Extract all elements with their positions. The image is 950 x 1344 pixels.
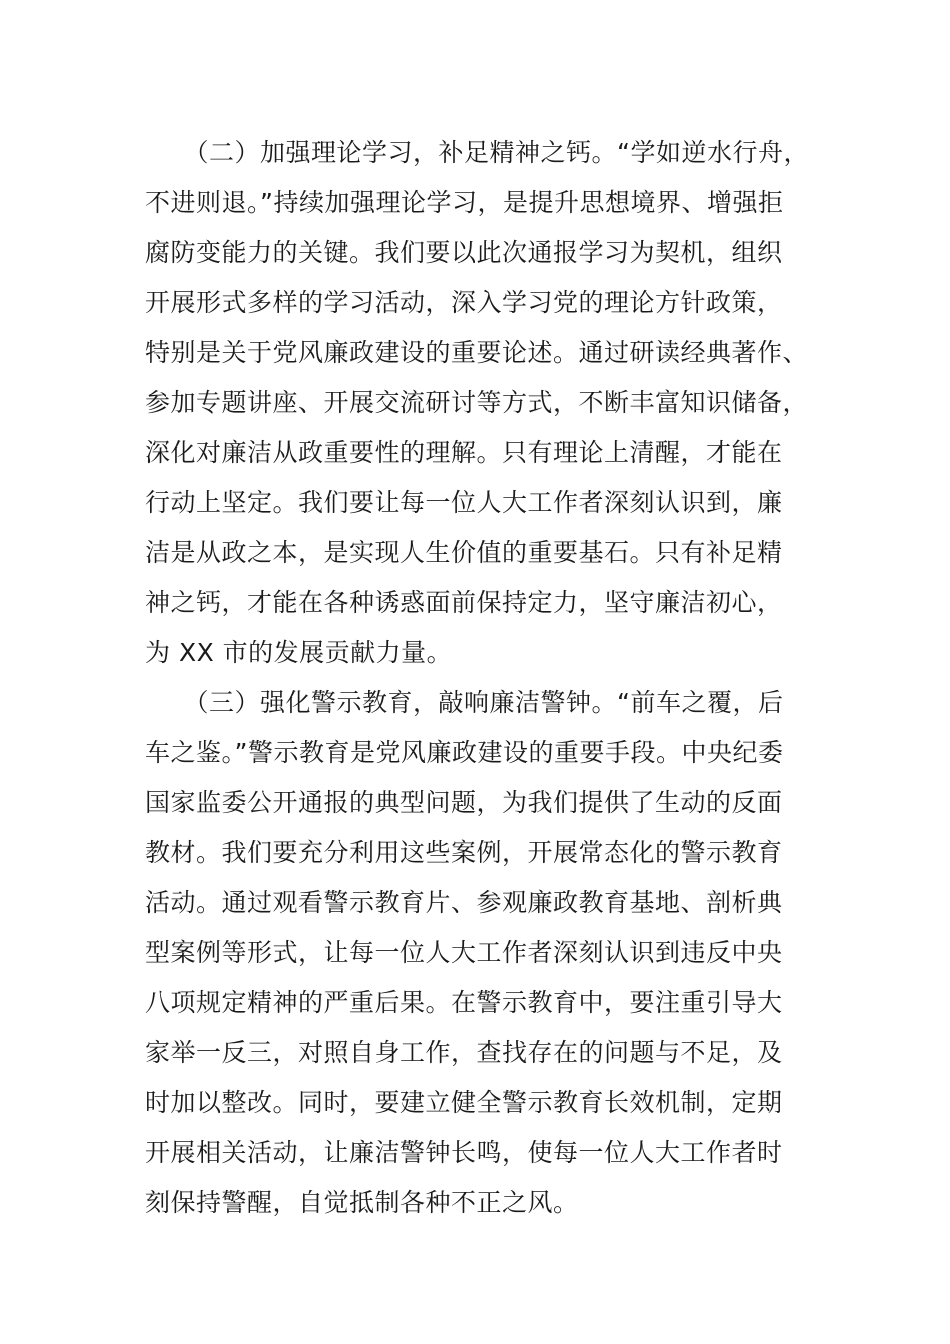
text-line: 腐防变能力的关键。我们要以此次通报学习为契机，组织	[145, 238, 783, 267]
text-line: 特别是关于党风廉政建设的重要论述。通过研读经典著作、	[145, 338, 809, 367]
text-line: 八项规定精神的严重后果。在警示教育中，要注重引导大	[145, 988, 783, 1017]
text-line: 参加专题讲座、开展交流研讨等方式，不断丰富知识储备，	[145, 388, 809, 417]
text-line: 不进则退。”持续加强理论学习，是提升思想境界、增强拒	[145, 188, 784, 217]
text-line: 车之鉴。”警示教育是党风廉政建设的重要手段。中央纪委	[145, 738, 784, 767]
text-line: 开展形式多样的学习活动，深入学习党的理论方针政策，	[145, 288, 783, 317]
text-line: （三）强化警示教育，敲响廉洁警钟。“前车之覆，后	[145, 688, 784, 717]
paragraph-section-2	[145, 128, 825, 678]
text-line: 行动上坚定。我们要让每一位人大工作者深刻认识到，廉	[145, 488, 783, 517]
text-line: 教材。我们要充分利用这些案例，开展常态化的警示教育	[145, 838, 783, 867]
text-line: 活动。通过观看警示教育片、参观廉政教育基地、剖析典	[145, 888, 783, 917]
document-body	[145, 128, 825, 1228]
paragraph-section-3	[145, 678, 825, 1228]
text-line: 神之钙，才能在各种诱惑面前保持定力，坚守廉洁初心，	[145, 588, 783, 617]
text-line: 国家监委公开通报的典型问题，为我们提供了生动的反面	[145, 788, 783, 817]
text-line: （二）加强理论学习，补足精神之钙。“学如逆水行舟，	[145, 138, 809, 167]
text-line: 开展相关活动，让廉洁警钟长鸣，使每一位人大工作者时	[145, 1138, 783, 1167]
text-line: 时加以整改。同时，要建立健全警示教育长效机制，定期	[145, 1088, 783, 1117]
text-line: 洁是从政之本，是实现人生价值的重要基石。只有补足精	[145, 538, 783, 567]
text-line: 家举一反三，对照自身工作，查找存在的问题与不足，及	[145, 1038, 783, 1067]
text-line: 为 XX 市的发展贡献力量。	[145, 638, 453, 667]
text-line: 型案例等形式，让每一位人大工作者深刻认识到违反中央	[145, 938, 783, 967]
text-line: 深化对廉洁从政重要性的理解。只有理论上清醒，才能在	[145, 438, 783, 467]
text-line: 刻保持警醒，自觉抵制各种不正之风。	[145, 1188, 579, 1217]
